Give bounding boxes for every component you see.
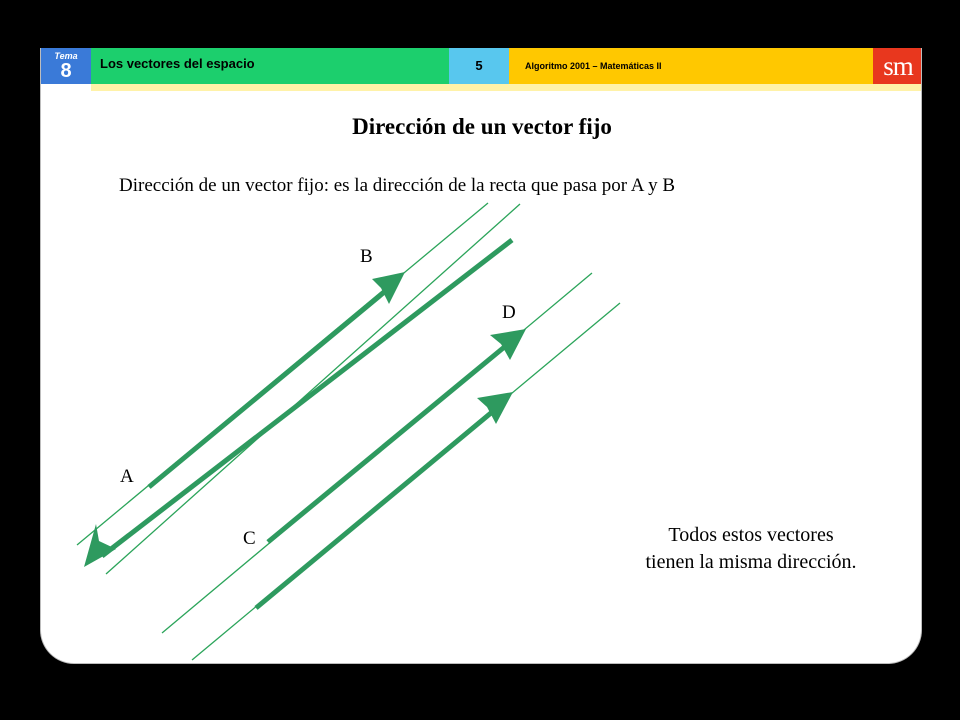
arrow-head-ba — [84, 524, 116, 567]
vector-shafts — [102, 240, 512, 608]
label-b: B — [360, 246, 373, 267]
course-title: Algoritmo 2001 – Matemáticas II — [509, 48, 873, 84]
label-d: D — [502, 302, 516, 323]
direction-lines — [77, 203, 620, 660]
vector-ab-shaft — [149, 289, 388, 487]
unit-title: Los vectores del espacio — [91, 48, 449, 84]
page-number: 5 — [449, 48, 509, 84]
sm-logo: sm — [873, 48, 922, 84]
note-line-1: Todos estos vectores — [668, 524, 834, 546]
arrow-heads — [84, 272, 526, 567]
line-parallel-1 — [106, 204, 520, 574]
subtitle: Dirección de un vector fijo: es la dirección de la recta que pasa por A y B — [119, 175, 676, 196]
tema-number: 8 — [60, 60, 72, 82]
tema-label: Tema — [54, 51, 78, 61]
note-line-2: tienen la misma dirección. — [645, 551, 857, 573]
label-a: A — [120, 466, 134, 487]
vector-cd-shaft — [268, 344, 508, 542]
vector-parallel-shaft — [256, 408, 497, 608]
label-c: C — [243, 528, 256, 549]
main-title: Dirección de un vector fijo — [352, 114, 612, 139]
